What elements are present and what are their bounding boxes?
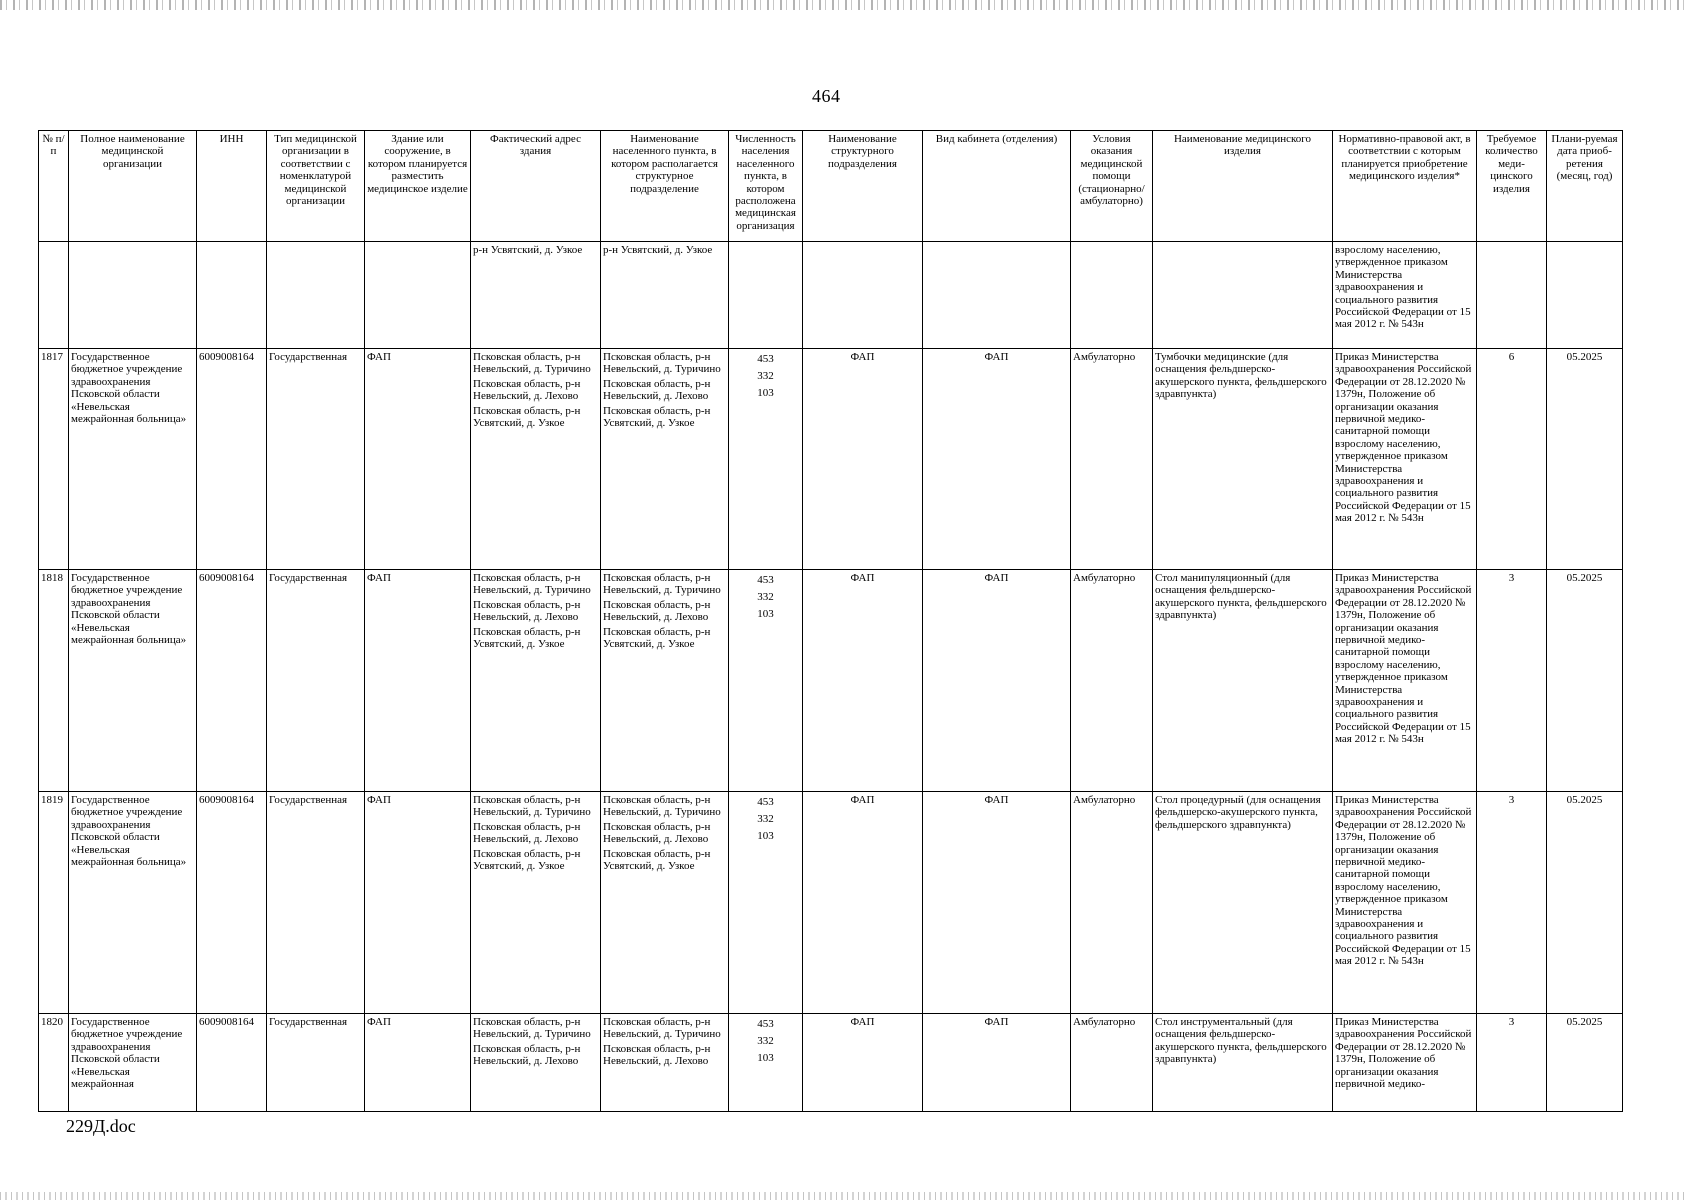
- address-cell: [471, 349, 601, 570]
- org-cell: Государственное бюджетное учреждение здравоохранения Псковской области «Невельская межрайонная: [69, 1014, 197, 1112]
- settlement-cell: р-н Усвятский, д. Узкое: [601, 242, 729, 349]
- col-header-num: № п/п: [39, 131, 69, 242]
- page-number: 464: [812, 86, 841, 106]
- table-row: [39, 792, 1623, 1014]
- building-cell: ФАП: [365, 1014, 471, 1112]
- legal-act-cell: взрослому населению, утвержденное приказом Министерства здравоохранения и социального развития Российской Федерации от 15 мая 2012 г. № 543н: [1333, 242, 1477, 349]
- population-value: 332: [757, 370, 774, 382]
- device-cell: Стол инструментальный (для оснащения фельдшерско-акушерского пункта, фельдшерского здравпункта): [1153, 1014, 1333, 1112]
- date-cell: 05.2025: [1547, 349, 1623, 570]
- address-line: Псковская область, р-н Невельский, д. Лехово: [473, 377, 581, 403]
- row-number: 1820: [39, 1014, 69, 1112]
- population-cell: [729, 570, 803, 792]
- population-value: 103: [757, 608, 774, 620]
- address-line: Псковская область, р-н Невельский, д. Туричино: [473, 572, 591, 597]
- settlement-line: Псковская область, р-н Невельский, д. Лехово: [603, 820, 711, 846]
- population-cell: [729, 1014, 803, 1112]
- population-value: 103: [757, 1052, 774, 1064]
- medical-devices-table: [38, 130, 1623, 1112]
- col-header-legal-act: Нормативно-правовой акт, в соответствии с которым планируется приобретение медицинского изделия*: [1333, 131, 1477, 242]
- col-header-cabinet: Вид кабинета (отделения): [923, 131, 1071, 242]
- legal-act-cell: Приказ Министерства здравоохранения Российской Федерации от 28.12.2020 № 1379н, Положение об организации оказания первичной медико-санитарной помощи взрослому населению, утвержденное приказом Министерства здравоохранения и социального развития Российской Федерации от 15 мая 2012 г. № 543н: [1333, 570, 1477, 792]
- address-line: Псковская область, р-н Невельский, д. Туричино: [473, 1016, 591, 1041]
- settlement-cell: [601, 349, 729, 570]
- date-cell: 05.2025: [1547, 570, 1623, 792]
- org-cell: Государственное бюджетное учреждение здравоохранения Псковской области «Невельская межрайонная больница»: [69, 792, 197, 1014]
- building-cell: ФАП: [365, 792, 471, 1014]
- address-line: Псковская область, р-н Усвятский, д. Узкое: [473, 404, 581, 430]
- cabinet-cell: ФАП: [923, 1014, 1071, 1112]
- address-line: Псковская область, р-н Невельский, д. Туричино: [473, 794, 591, 819]
- quantity-cell: 3: [1477, 570, 1547, 792]
- settlement-line: Псковская область, р-н Невельский, д. Лехово: [603, 1042, 711, 1068]
- conditions-cell: Амбулаторно: [1071, 792, 1153, 1014]
- conditions-cell: Амбулаторно: [1071, 570, 1153, 792]
- settlement-cell: [601, 1014, 729, 1112]
- org-cell: Государственное бюджетное учреждение здравоохранения Псковской области «Невельская межрайонная больница»: [69, 570, 197, 792]
- settlement-line: Псковская область, р-н Невельский, д. Туричино: [603, 572, 721, 597]
- building-cell: ФАП: [365, 570, 471, 792]
- scan-edge-top: [0, 0, 1686, 10]
- table-row: [39, 1014, 1623, 1112]
- col-header-building: Здание или сооружение, в котором планируется разместить медицинское изделие: [365, 131, 471, 242]
- quantity-cell: 6: [1477, 349, 1547, 570]
- building-cell: ФАП: [365, 349, 471, 570]
- settlement-line: Псковская область, р-н Усвятский, д. Узкое: [603, 404, 711, 430]
- address-cell: [471, 792, 601, 1014]
- inn-cell: 6009008164: [197, 349, 267, 570]
- col-header-address: Фактический адрес здания: [471, 131, 601, 242]
- cabinet-cell: ФАП: [923, 792, 1071, 1014]
- address-line: Псковская область, р-н Невельский, д. Туричино: [473, 351, 591, 376]
- legal-act-cell: Приказ Министерства здравоохранения Российской Федерации от 28.12.2020 № 1379н, Положение об организации оказания первичной медико-санитарной помощи взрослому населению, утвержденное приказом Министерства здравоохранения и социального развития Российской Федерации от 15 мая 2012 г. № 543н: [1333, 792, 1477, 1014]
- address-line: Псковская область, р-н Невельский, д. Лехово: [473, 820, 581, 846]
- conditions-cell: Амбулаторно: [1071, 349, 1153, 570]
- population-value: 103: [757, 387, 774, 399]
- settlement-line: Псковская область, р-н Невельский, д. Туричино: [603, 794, 721, 819]
- row-number: 1819: [39, 792, 69, 1014]
- type-cell: Государственная: [267, 349, 365, 570]
- footer-filename: 229Д.doc: [66, 1116, 136, 1136]
- settlement-line: Псковская область, р-н Невельский, д. Лехово: [603, 598, 711, 624]
- settlement-line: Псковская область, р-н Усвятский, д. Узкое: [603, 847, 711, 873]
- settlement-line: Псковская область, р-н Невельский, д. Туричино: [603, 1016, 721, 1041]
- population-value: 453: [757, 574, 774, 586]
- settlement-cell: [601, 570, 729, 792]
- address-line: Псковская область, р-н Усвятский, д. Узкое: [473, 625, 581, 651]
- type-cell: Государственная: [267, 792, 365, 1014]
- address-line: Псковская область, р-н Невельский, д. Лехово: [473, 1042, 581, 1068]
- population-value: 103: [757, 830, 774, 842]
- cabinet-cell: ФАП: [923, 349, 1071, 570]
- col-header-quantity: Требуемое количество меди-цинского изделия: [1477, 131, 1547, 242]
- table-row-continuation: [39, 242, 1623, 349]
- device-cell: Тумбочки медицинские (для оснащения фельдшерско-акушерского пункта, фельдшерского здравпункта): [1153, 349, 1333, 570]
- row-number: 1817: [39, 349, 69, 570]
- legal-act-cell: Приказ Министерства здравоохранения Российской Федерации от 28.12.2020 № 1379н, Положение об организации оказания первичной медико-санитарной помощи взрослому населению, утвержденное приказом Министерства здравоохранения и социального развития Российской Федерации от 15 мая 2012 г. № 543н: [1333, 349, 1477, 570]
- population-value: 453: [757, 353, 774, 365]
- quantity-cell: 3: [1477, 1014, 1547, 1112]
- col-header-date: Плани-руемая дата приоб-ретения (месяц, год): [1547, 131, 1623, 242]
- address-cell: [471, 570, 601, 792]
- settlement-cell: [601, 792, 729, 1014]
- type-cell: Государственная: [267, 570, 365, 792]
- population-cell: [729, 792, 803, 1014]
- device-cell: Стол манипуляционный (для оснащения фельдшерско-акушерского пункта, фельдшерского здравпункта): [1153, 570, 1333, 792]
- col-header-settlement: Наименование населенного пункта, в котором располагается структурное подразделение: [601, 131, 729, 242]
- col-header-subdivision: Наименование структурного подразделения: [803, 131, 923, 242]
- inn-cell: 6009008164: [197, 1014, 267, 1112]
- cabinet-cell: ФАП: [923, 570, 1071, 792]
- subdivision-cell: ФАП: [803, 792, 923, 1014]
- device-cell: Стол процедурный (для оснащения фельдшерско-акушерского пункта, фельдшерского здравпункта): [1153, 792, 1333, 1014]
- table-row: [39, 570, 1623, 792]
- col-header-type: Тип медицинской организации в соответствии с номенклатурой медицинской организации: [267, 131, 365, 242]
- conditions-cell: Амбулаторно: [1071, 1014, 1153, 1112]
- col-header-conditions: Условия оказания медицинской помощи (стационарно/ амбулаторно): [1071, 131, 1153, 242]
- scan-edge-bottom: [0, 1192, 1686, 1200]
- org-cell: Государственное бюджетное учреждение здравоохранения Псковской области «Невельская межрайонная больница»: [69, 349, 197, 570]
- population-value: 453: [757, 1018, 774, 1030]
- address-line: Псковская область, р-н Невельский, д. Лехово: [473, 598, 581, 624]
- address-cell: [471, 1014, 601, 1112]
- subdivision-cell: ФАП: [803, 349, 923, 570]
- row-number: 1818: [39, 570, 69, 792]
- table-header-row: [39, 131, 1623, 242]
- address-line: Псковская область, р-н Усвятский, д. Узкое: [473, 847, 581, 873]
- settlement-line: Псковская область, р-н Усвятский, д. Узкое: [603, 625, 711, 651]
- quantity-cell: 3: [1477, 792, 1547, 1014]
- inn-cell: 6009008164: [197, 792, 267, 1014]
- col-header-population: Численность населения населенного пункта, в котором расположена медицинская организация: [729, 131, 803, 242]
- col-header-org: Полное наименование медицинской организации: [69, 131, 197, 242]
- population-value: 332: [757, 813, 774, 825]
- inn-cell: 6009008164: [197, 570, 267, 792]
- population-value: 332: [757, 1035, 774, 1047]
- population-cell: [729, 349, 803, 570]
- population-value: 332: [757, 591, 774, 603]
- address-cell: р-н Усвятский, д. Узкое: [471, 242, 601, 349]
- date-cell: 05.2025: [1547, 1014, 1623, 1112]
- population-value: 453: [757, 796, 774, 808]
- col-header-device: Наименование медицинского изделия: [1153, 131, 1333, 242]
- settlement-line: Псковская область, р-н Невельский, д. Лехово: [603, 377, 711, 403]
- col-header-inn: ИНН: [197, 131, 267, 242]
- date-cell: 05.2025: [1547, 792, 1623, 1014]
- legal-act-cell: Приказ Министерства здравоохранения Российской Федерации от 28.12.2020 № 1379н, Положение об организации оказания первичной медико-: [1333, 1014, 1477, 1112]
- settlement-line: Псковская область, р-н Невельский, д. Туричино: [603, 351, 721, 376]
- subdivision-cell: ФАП: [803, 1014, 923, 1112]
- table-row: [39, 349, 1623, 570]
- type-cell: Государственная: [267, 1014, 365, 1112]
- subdivision-cell: ФАП: [803, 570, 923, 792]
